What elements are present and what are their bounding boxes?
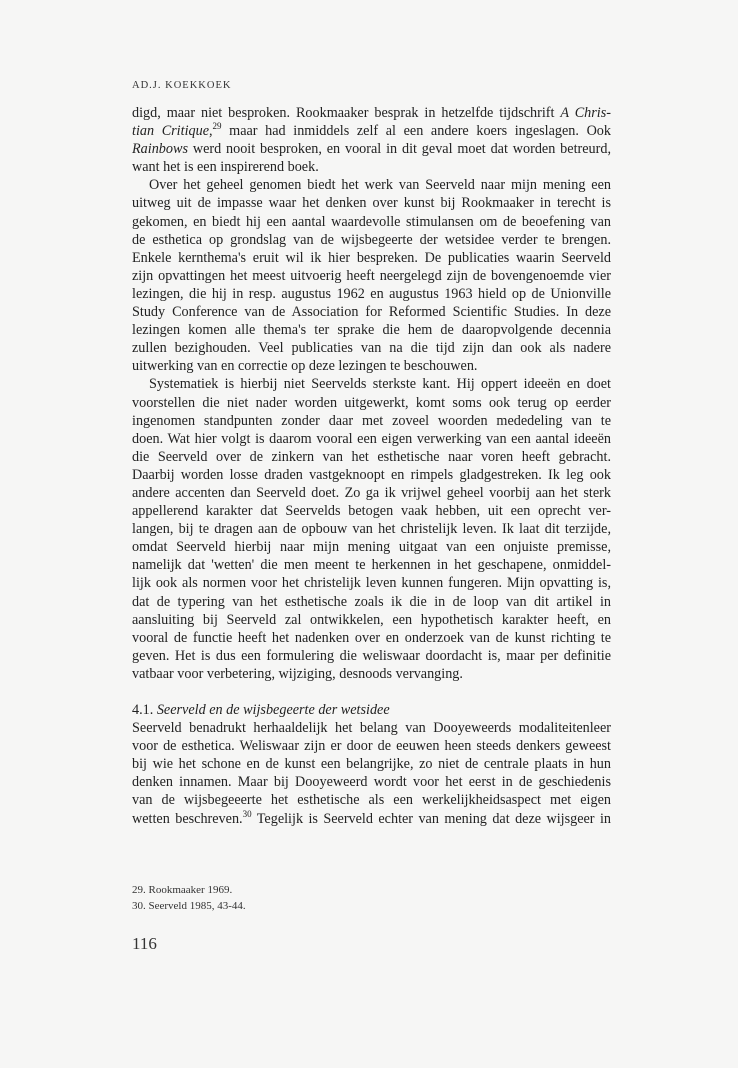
text-line: namelijk dat 'wetten' die men meent te herkennen in het geschapene, onmiddel- bbox=[132, 557, 611, 574]
paragraph-3 bbox=[132, 375, 611, 683]
text-line: zullen bezighouden. Veel publicaties van na die tijd zijn dan ook als nadere bbox=[132, 340, 611, 357]
text-line: vooral de functie heeft het nadenken over en onderzoek van de kunst richting te bbox=[132, 629, 611, 646]
text-line: lijk ook als normen voor het christelijk leven kunnen fungeren. Mijn opvatting is, bbox=[132, 575, 611, 592]
text-line: tian Critique,$^{29}$ maar had inmiddels zelf al een andere koers ingeslagen. Ook bbox=[132, 121, 611, 140]
section-heading bbox=[132, 701, 611, 719]
text-line: die Seerveld over de zinkern van het esthetische naar voren heeft gebracht. bbox=[132, 448, 611, 465]
section-number: 4.1. bbox=[132, 702, 157, 718]
running-head: AD.J. KOEKKOEK bbox=[132, 80, 232, 91]
text-line: bij wie het schone en de kunst een belangrijke, zo niet de centrale plaats in hun bbox=[132, 756, 611, 773]
italic-title: A Chris- bbox=[560, 105, 611, 121]
footnote-29: 29. Rookmaaker 1969. bbox=[132, 884, 233, 896]
text-line: denken innamen. Maar bij Dooyeweerd wordt voor het eerst in de geschiedenis bbox=[132, 774, 611, 791]
text-line: andere accenten dan Seerveld doet. Zo ga ik vrijwel geheel voorbij aan het sterk bbox=[132, 484, 611, 501]
text-line: van de wijsbegeeerte het esthetische als een werkelijkheidsaspect met eigen bbox=[132, 792, 611, 809]
text-line: zijn opvattingen het meest uitvoerig heeft neergelegd zijn de bovengenoemde vier bbox=[132, 267, 611, 284]
text-line: Over het geheel genomen biedt het werk van Seerveld naar mijn mening een bbox=[149, 177, 611, 194]
text-line: voorstellen die niet nader worden uitgewerkt, komt soms ook terug op eerder bbox=[132, 394, 611, 411]
footnote-ref-29[interactable]: 29 bbox=[212, 121, 222, 132]
footnotes bbox=[132, 882, 246, 914]
text-line: Daarbij worden losse draden vastgeknoopt en rimpels gladgestreken. Ik leg ook bbox=[132, 466, 611, 483]
text-line: Study Conference van de Association for Reformed Scientific Studies. In deze bbox=[132, 304, 611, 321]
text-line: lezingen komen alle thema's ter sprake die hem de daaropvolgende decennia bbox=[132, 322, 611, 339]
text-line: uitwerking van en correctie op deze lezingen te beschouwen. bbox=[132, 358, 478, 375]
text-line: Enkele kernthema's eruit wil ik hier bespreken. De publicaties waarin Seerveld bbox=[132, 249, 611, 266]
body-text bbox=[132, 104, 611, 828]
text-line: voor de esthetica. Weliswaar zijn er door de eeuwen heen steeds denkers geweest bbox=[132, 738, 611, 755]
text-line: omdat Seerveld hierbij naar mijn mening uitgaat van een onjuiste premisse, bbox=[132, 539, 611, 556]
text-line: digd, maar niet besproken. Rookmaaker besprak in hetzelfde tijdschrift A Chris- bbox=[132, 105, 611, 121]
paragraph-4 bbox=[132, 719, 611, 828]
text-line: de esthetica op grondslag van de wijsbegeerte der wetsidee verder te brengen. bbox=[132, 231, 611, 248]
text-line: dat de typering van het esthetische zoals ik die in de loop van dit artikel in bbox=[132, 593, 611, 610]
italic-title: tian Critique bbox=[132, 123, 209, 140]
text-line: vatbaar voor verbetering, wijziging, desnoods vervanging. bbox=[132, 665, 463, 682]
text-line: Rainbows werd nooit besproken, en vooral in dit geval moet dat worden betreurd, bbox=[132, 141, 611, 158]
text-line: uitweg uit de impasse waar het denken over kunst bij Rookmaaker in terecht is bbox=[132, 195, 611, 212]
paragraph-1 bbox=[132, 104, 611, 176]
section-title: Seerveld en de wijsbegeerte der wetsidee bbox=[156, 702, 390, 718]
text-line: want het is een inspirerend boek. bbox=[132, 159, 319, 176]
text-line: ingenomen standpunten zonder daar met zoveel woorden mededeling van te bbox=[132, 412, 611, 429]
text-line: wetten beschreven.$^{30}$ Tegelijk is Seerveld echter van mening dat deze wijsgeer in bbox=[132, 808, 611, 827]
text-line: geven. Het is dus een formulering die weliswaar doordacht is, maar per definitie bbox=[132, 647, 611, 664]
paragraph-2 bbox=[132, 176, 611, 375]
text-line: Systematiek is hierbij niet Seervelds sterkste kant. Hij oppert ideeën en doet bbox=[149, 376, 611, 393]
italic-title: Rainbows bbox=[132, 141, 188, 158]
text-line: aansluiting bij Seerveld zal ontwikkelen, een hypothetisch karakter heeft, en bbox=[132, 611, 611, 628]
page-number: 116 bbox=[132, 934, 157, 953]
footnote-ref-30[interactable]: 30 bbox=[242, 808, 252, 819]
text-line: langen, bij te dragen aan de opbouw van het christelijk leven. Ik laat dit terzijde, bbox=[132, 521, 611, 538]
text-line: appellerend karakter dat Seervelds betogen vaak hebben, uit een oprecht ver- bbox=[132, 503, 611, 520]
text-line: Seerveld benadrukt herhaaldelijk het belang van Dooyeweerds modaliteitenleer bbox=[132, 720, 611, 737]
text-line: gekomen, en biedt hij een aantal waardevolle stimulansen om de beoefening van bbox=[132, 213, 611, 230]
footnote-30: 30. Seerveld 1985, 43-44. bbox=[132, 900, 246, 912]
text-line: doen. Wat hier volgt is daarom vooral een eigen verwerking van een aantal ideeën bbox=[132, 430, 611, 447]
text-line: lezingen, die hij in resp. augustus 1962 en augustus 1963 hield op de Unionville bbox=[132, 285, 611, 302]
